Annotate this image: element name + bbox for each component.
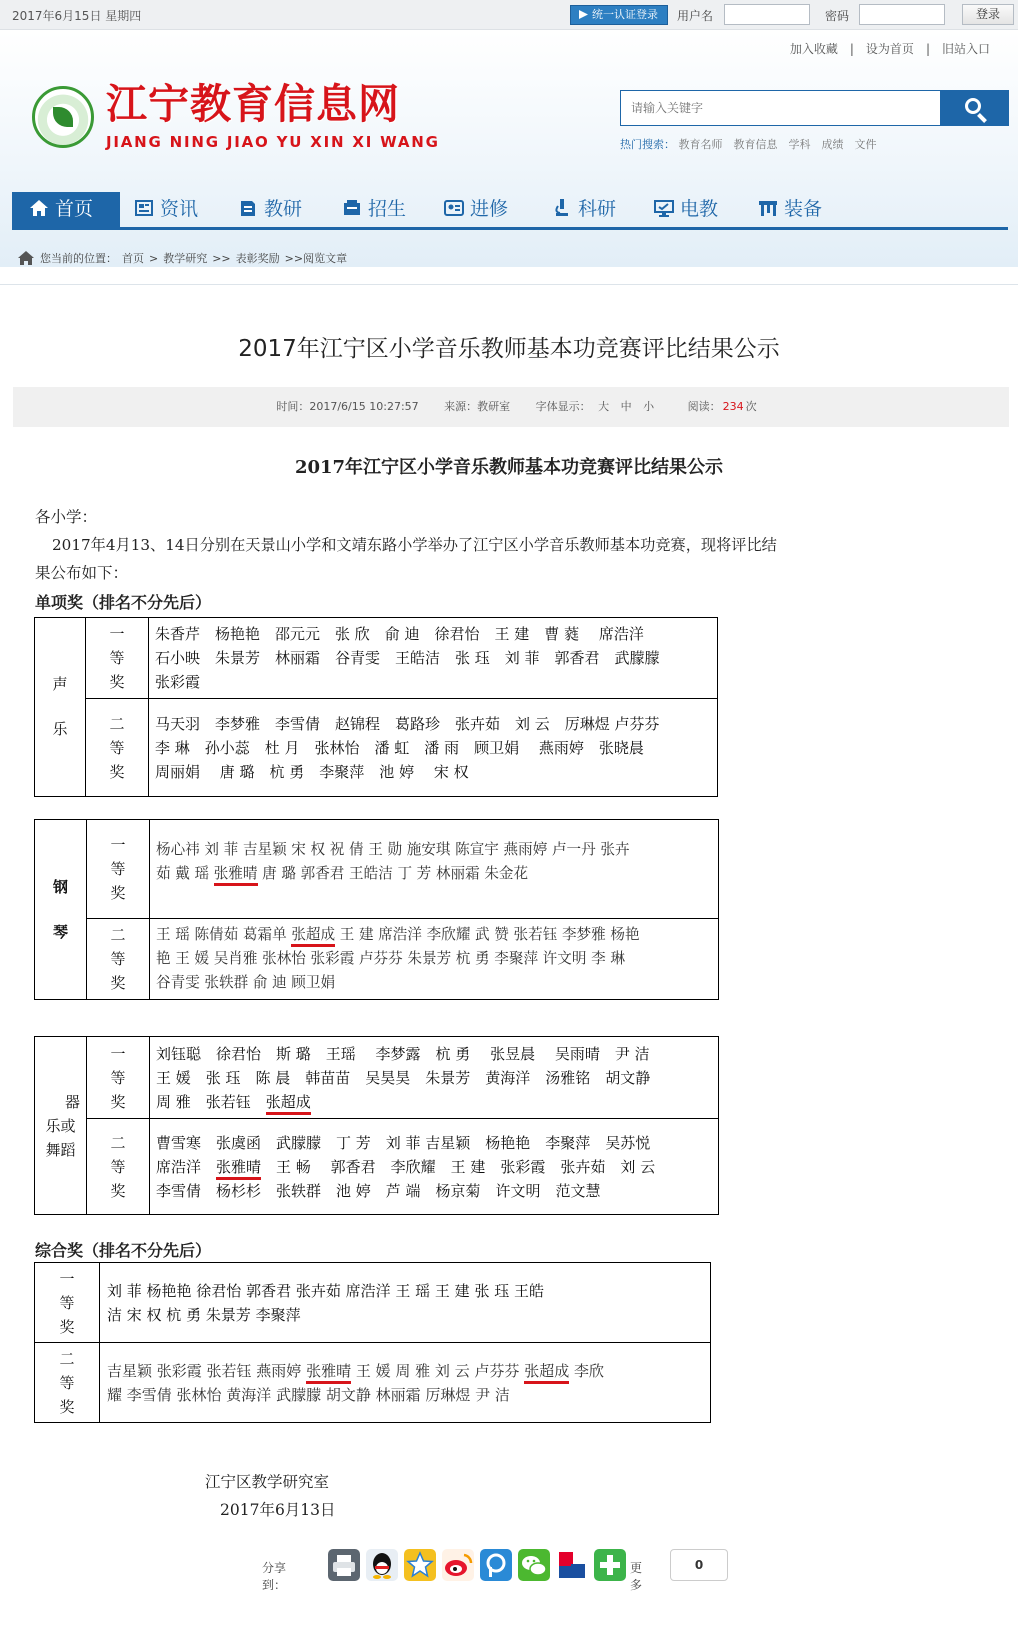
highlighted-name: 张超成 (266, 1093, 311, 1115)
password-label: 密码 (825, 9, 850, 23)
tools-icon (758, 198, 778, 218)
search-input[interactable] (621, 91, 931, 125)
overall-award-table (34, 1262, 711, 1423)
home-icon (18, 251, 34, 265)
sign-organization: 江宁区教学研究室 (205, 1473, 330, 1491)
breadcrumb-home[interactable]: 首页 (122, 252, 144, 265)
nav-enroll[interactable]: 招生 (342, 192, 406, 227)
username-label: 用户名 (677, 9, 714, 23)
vocal-first-names: 朱香芹 杨艳艳 邵元元 张 欣 俞 迪 徐君怡 王 建 曹 蕤 席浩洋 石小映 朱景芳 林丽霜 谷青雯 王皓洁 张 珏 刘 菲 郭香君 武朦朦 张彩霞 (149, 618, 718, 699)
hot-item[interactable]: 教育信息 (733, 138, 778, 151)
breadcrumb-research[interactable]: 教学研究 (163, 252, 208, 265)
nav-equipment[interactable]: 装备 (758, 192, 822, 227)
breadcrumb: 您当前的位置： 首页 > 教学研究 >> 表彰奖励 >>阅览文章 (18, 250, 352, 266)
nav-news[interactable]: 资讯 (134, 192, 198, 227)
old-site-link[interactable]: 旧站入口 (941, 42, 990, 56)
piano-second-names: 王 瑶 陈倩茹 葛霜单 张超成 王 建 席浩洋 李欣耀 武 赞 张若钰 李梦雅 杨艳 艳 王 媛 吴肖雅 张林怡 张彩霞 卢芬芬 朱景芳 杭 勇 李聚萍 许文明 李 琳 谷青雯 张轶群 俞 迪 顾卫娟 (150, 919, 719, 1000)
vocal-second-names: 马天羽 李梦雅 李雪倩 赵锦程 葛路珍 张卉茹 刘 云 厉琳煜 卢芬芬 李 琳 孙小蕊 杜 月 张林怡 潘 虹 潘 雨 顾卫娟 燕雨婷 张晓晨 周丽娟 唐 璐 杭 勇 李聚萍 池 婷 宋 权 (149, 699, 718, 797)
level-first: 一 等 奖 (86, 618, 149, 699)
qzone-icon[interactable] (404, 1549, 436, 1581)
meta-font-label: 字体显示： (535, 400, 591, 413)
share-count: 0 (670, 1549, 728, 1581)
greeting: 各小学： (35, 508, 98, 526)
science-icon (552, 198, 572, 218)
highlighted-name: 张雅晴 (216, 1158, 261, 1180)
level-first: 一 等 奖 (87, 820, 150, 919)
instrument-category: 器 乐或 舞蹈 (35, 1037, 87, 1215)
divider (0, 284, 1018, 285)
single-award-heading: 单项奖（排名不分先后） (35, 593, 212, 612)
arrow-icon (579, 10, 588, 19)
weibo-icon[interactable] (442, 1549, 474, 1581)
nav-home[interactable]: 首页 (12, 192, 120, 227)
level-second: 二 等 奖 (35, 1343, 100, 1423)
font-small-button[interactable]: 小 (643, 400, 655, 413)
hot-item[interactable]: 学科 (788, 138, 811, 151)
password-input[interactable] (859, 4, 945, 25)
highlighted-name: 张雅晴 (214, 865, 258, 886)
news-icon (134, 198, 154, 218)
search-box (620, 90, 941, 126)
piano-category: 钢 琴 (35, 820, 87, 1000)
meta-source: 来源：教研室 (444, 400, 511, 413)
breadcrumb-awards[interactable]: 表彰奖励 (235, 252, 280, 265)
training-icon (444, 198, 464, 218)
article-meta: 时间：2017/6/15 10:27:57 来源：教研室 字体显示： 大 中 小 阅读： 234 次 (13, 387, 1009, 427)
site-subtitle: JIANG NING JIAO YU XIN XI WANG (106, 133, 440, 151)
piano-first-names: 杨心祎 刘 菲 吉星颖 宋 权 祝 倩 王 勋 施安琪 陈宣宇 燕雨婷 卢一丹 张卉 茹 戴 瑶 张雅晴 唐 璐 郭香君 王皓洁 丁 芳 林丽霜 朱金花 (150, 820, 719, 919)
vocal-category: 声 乐 (35, 618, 86, 797)
sso-login-button[interactable]: 统一认证登录 (570, 5, 668, 25)
meta-reads: 234 (722, 400, 744, 413)
current-date: 2017年6月15日 星期四 (12, 9, 142, 23)
login-button[interactable]: 登录 (962, 4, 1014, 25)
top-bar (0, 0, 1018, 30)
enroll-icon (342, 198, 362, 218)
meta-time: 时间：2017/6/15 10:27:57 (276, 400, 419, 413)
instrument-dance-award-table (34, 1036, 719, 1215)
breadcrumb-prefix: 您当前的位置： (40, 252, 117, 265)
search-button[interactable] (941, 90, 1009, 126)
hot-label: 热门搜索： (620, 138, 675, 151)
main-nav (12, 192, 1008, 230)
hot-item[interactable]: 成绩 (821, 138, 844, 151)
site-logo-icon (32, 86, 94, 148)
wechat-icon[interactable] (518, 1549, 550, 1581)
search-icon (965, 98, 981, 114)
meta-reads-label: 阅读： (687, 400, 721, 413)
overall-first-names: 刘 菲 杨艳艳 徐君怡 郭香君 张卉茹 席浩洋 王 瑶 王 建 张 珏 王皓 洁 宋 权 杭 勇 朱景芳 李聚萍 (100, 1263, 711, 1343)
vocal-award-table (34, 617, 718, 797)
share-label: 分享到： (262, 1561, 287, 1592)
hot-item[interactable]: 文件 (854, 138, 877, 151)
monitor-icon (654, 198, 674, 218)
instrument-second-names: 曹雪寒 张虞函 武朦朦 丁 芳 刘 菲 吉星颖 杨艳艳 李聚萍 吴苏悦 席浩洋 张雅晴 王 畅 郭香君 李欣耀 王 建 张彩霞 张卉茹 刘 云 李雪倩 杨杉杉 张轶群 池 婷 芦 端 杨京菊 许文明 范文慧 (150, 1119, 719, 1215)
font-medium-button[interactable]: 中 (620, 400, 632, 413)
intro-line-1: 2017年4月13、14日分别在天景山小学和文靖东路小学举办了江宁区小学音乐教师基本功竞赛，现将评比结 (52, 536, 777, 554)
highlighted-name: 张超成 (524, 1362, 569, 1384)
level-second: 二 等 奖 (86, 699, 149, 797)
nav-training[interactable]: 进修 (444, 192, 508, 227)
sign-date: 2017年6月13日 (220, 1501, 336, 1519)
add-favorite-link[interactable]: 加入收藏 (789, 42, 838, 56)
level-second: 二 等 奖 (87, 919, 150, 1000)
site-title: 江宁教育信息网 (106, 80, 400, 128)
tencent-weibo-icon[interactable] (480, 1549, 512, 1581)
level-first: 一 等 奖 (87, 1037, 150, 1119)
qq-icon[interactable] (366, 1549, 398, 1581)
article-title: 2017年江宁区小学音乐教师基本功竞赛评比结果公示 (238, 336, 780, 362)
instrument-first-names: 刘钰聪 徐君怡 斯 璐 王瑶 李梦露 杭 勇 张昱晨 吴雨晴 尹 洁 王 媛 张 珏 陈 晨 韩苗苗 吴昊昊 朱景芳 黄海洋 汤雅铭 胡文静 周 雅 张若钰 张超成 (150, 1037, 719, 1119)
set-homepage-link[interactable]: 设为首页 (865, 42, 914, 56)
hot-item[interactable]: 教育名师 (678, 138, 723, 151)
overall-second-names: 吉星颖 张彩霞 张若钰 燕雨婷 张雅晴 王 媛 周 雅 刘 云 卢芬芬 张超成 李欣 耀 李雪倩 张林怡 黄海洋 武朦朦 胡文静 林丽霜 厉琳煜 尹 洁 (100, 1343, 711, 1423)
header-links: 加入收藏 | 设为首页 | 旧站入口 (789, 42, 990, 56)
hot-searches (620, 136, 888, 152)
more-plus-icon[interactable] (594, 1549, 626, 1581)
level-second: 二 等 奖 (87, 1119, 150, 1215)
highlighted-name: 张雅晴 (306, 1362, 351, 1384)
username-input[interactable] (724, 4, 810, 25)
nav-science[interactable]: 科研 (552, 192, 616, 227)
renren-icon[interactable] (556, 1549, 588, 1581)
piano-award-table (34, 819, 719, 1000)
content-title: 2017年江宁区小学音乐教师基本功竞赛评比结果公示 (294, 457, 724, 478)
research-icon (238, 198, 258, 218)
home-icon (29, 198, 49, 218)
share-more-link[interactable]: 更多 (630, 1561, 643, 1592)
print-icon[interactable] (328, 1549, 360, 1581)
overall-award-heading: 综合奖（排名不分先后） (35, 1241, 212, 1260)
font-large-button[interactable]: 大 (598, 400, 610, 413)
highlighted-name: 张超成 (291, 926, 335, 947)
intro-line-2: 果公布如下： (35, 564, 129, 582)
level-first: 一 等 奖 (35, 1263, 100, 1343)
nav-av-edu[interactable]: 电教 (654, 192, 718, 227)
nav-research[interactable]: 教研 (238, 192, 302, 227)
